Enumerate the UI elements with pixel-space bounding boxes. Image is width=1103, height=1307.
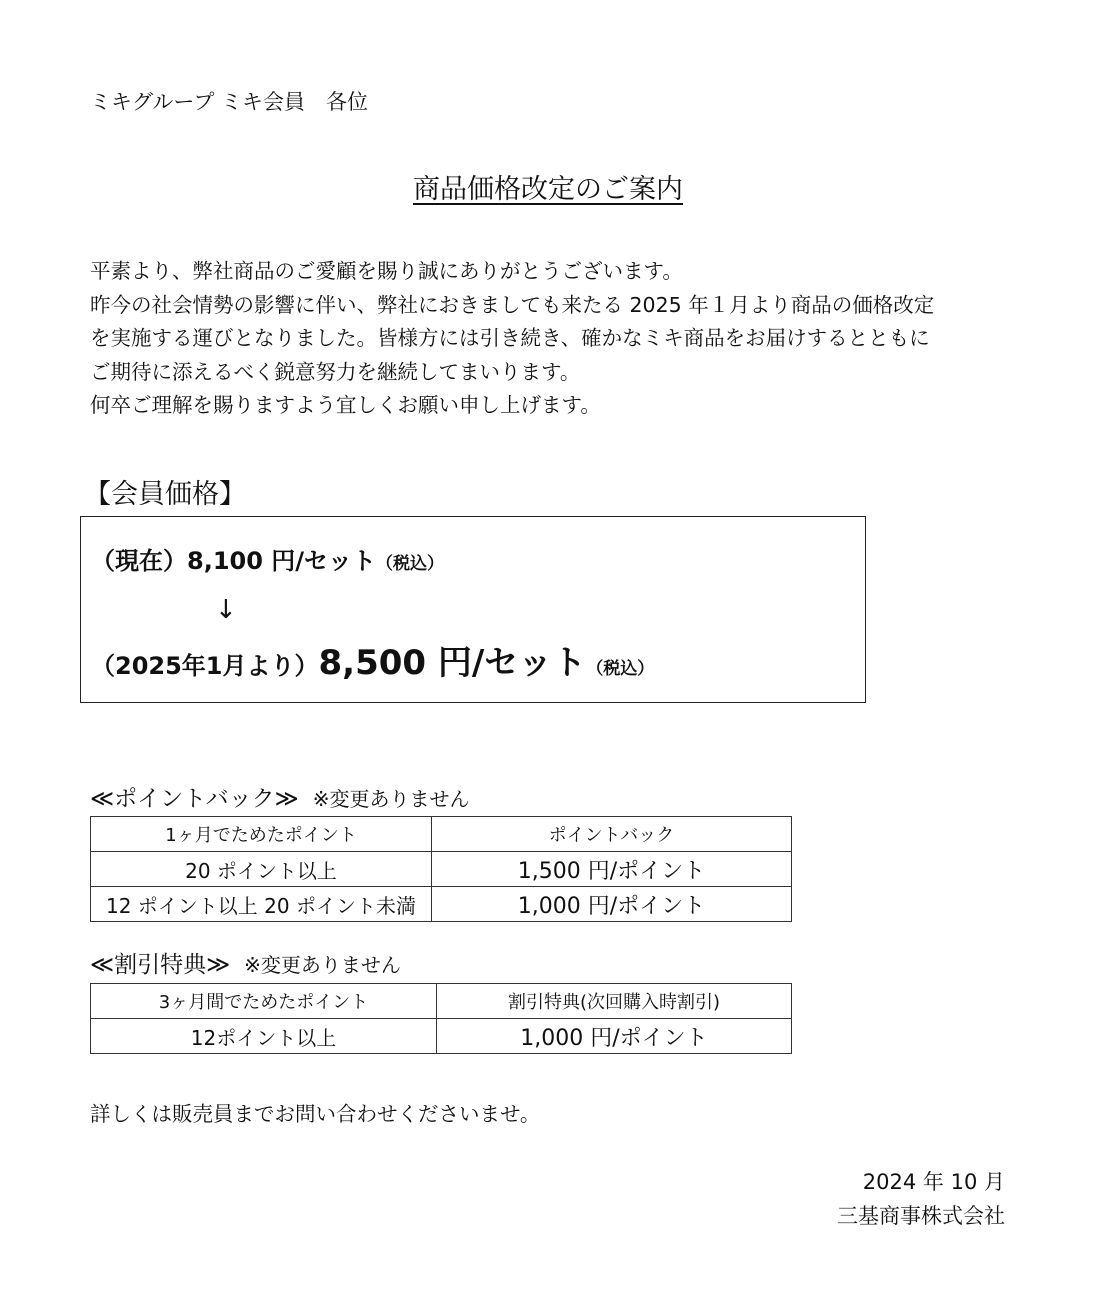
- point-back-heading: [90, 780, 469, 813]
- current-price-label: （現在）: [91, 547, 187, 575]
- discount-note: ※変更ありません: [244, 953, 401, 977]
- table-header-cell: 3ヶ月間でためたポイント: [91, 984, 437, 1019]
- table-cell: 20 ポイント以上: [91, 852, 432, 887]
- table-header-cell: ポイントバック: [432, 817, 792, 852]
- table-cell: 12ポイント以上: [91, 1019, 437, 1054]
- discount-title: ≪割引特典≫: [90, 952, 231, 978]
- footer-note: 詳しくは販売員までお問い合わせくださいませ。: [90, 1102, 541, 1126]
- table-cell: 1,000 円/ポイント: [432, 887, 792, 922]
- table-cell: 12 ポイント以上 20 ポイント未満: [91, 887, 432, 922]
- body-line: 昨今の社会情勢の影響に伴い、弊社におきましても来たる 2025 年１月より商品の価格改定: [90, 292, 935, 317]
- table-header-cell: 割引特典(次回購入時割引): [437, 984, 792, 1019]
- current-price-tax: （税込）: [376, 554, 445, 574]
- discount-heading: [90, 946, 401, 979]
- table-header-row: [91, 984, 792, 1019]
- member-price-heading: 【会員価格】: [84, 479, 246, 510]
- current-price-line: [91, 541, 444, 576]
- table-row: [91, 887, 792, 922]
- issue-date: 2024 年 10 月: [862, 1170, 1005, 1194]
- body-line: を実施する運びとなりました。皆様方には引き続き、確かなミキ商品をお届けするとともに: [90, 326, 930, 350]
- new-price-label: （2025年1月より）: [91, 652, 319, 680]
- table-header-cell: 1ヶ月でためたポイント: [91, 817, 432, 852]
- greeting-paragraph: [90, 255, 934, 423]
- page-title-text: 商品価格改定のご案内: [413, 174, 683, 205]
- discount-table: [90, 983, 792, 1054]
- table-row: [91, 1019, 792, 1054]
- point-back-note: ※変更ありません: [312, 787, 470, 811]
- point-back-table: [90, 816, 792, 922]
- point-back-title: ≪ポイントバック≫: [90, 786, 299, 812]
- table-cell: 1,500 円/ポイント: [432, 852, 792, 887]
- page-title: [0, 167, 1096, 206]
- addressee: ミキグループ ミキ会員 各位: [90, 90, 368, 114]
- new-price-line: [91, 635, 654, 684]
- table-header-row: [91, 817, 792, 852]
- table-cell: 1,000 円/ポイント: [437, 1019, 792, 1054]
- company-name: 三基商事株式会社: [837, 1204, 1005, 1228]
- new-price-tax: （税込）: [586, 659, 655, 679]
- table-row: [91, 852, 792, 887]
- body-line: ご期待に添えるべく鋭意努力を継続してまいります。: [90, 359, 581, 384]
- current-price-value: 8,100 円/セット: [187, 547, 377, 575]
- member-price-box: [80, 516, 866, 703]
- body-line: 何卒ご理解を賜りますよう宜しくお願い申し上げます。: [90, 393, 601, 417]
- body-line: 平素より、弊社商品のご愛顧を賜り誠にありがとうございます。: [90, 259, 683, 283]
- down-arrow-icon: ↓: [215, 595, 237, 625]
- new-price-value: 8,500 円/セット: [318, 643, 587, 683]
